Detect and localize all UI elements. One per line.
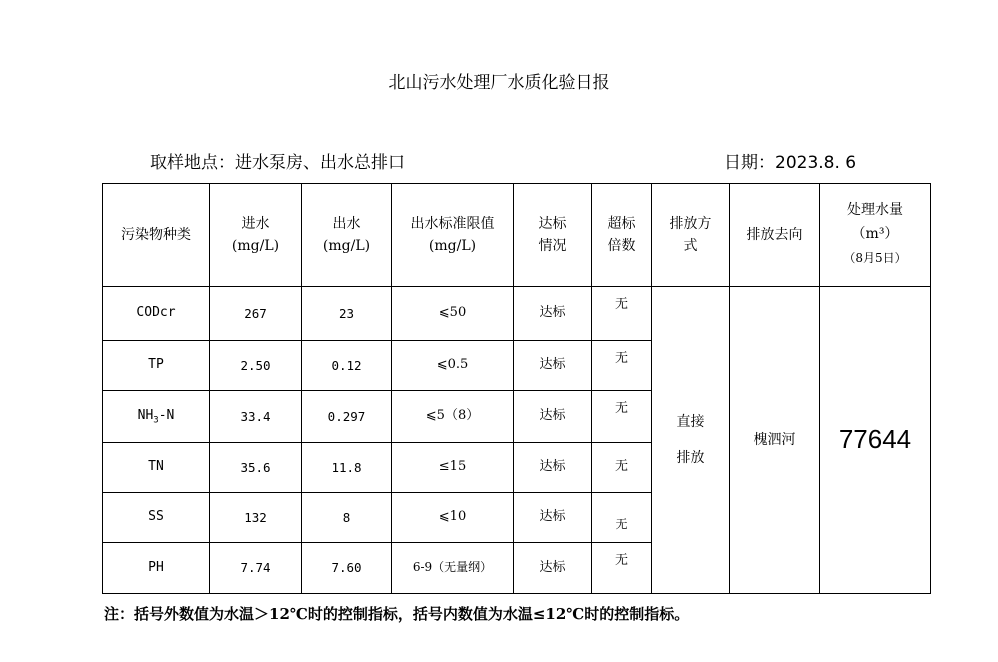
header-outflow: 出水 (mg/L) — [302, 184, 392, 287]
limit-value: ⩽50 — [392, 287, 514, 341]
outflow-value: 8 — [302, 493, 392, 543]
limit-value: ≤15 — [392, 443, 514, 493]
header-discharge-mode: 排放方式 — [652, 184, 730, 287]
pollutant-name: TP — [103, 341, 210, 391]
discharge-dest-value: 槐泗河 — [730, 287, 820, 594]
pollutant-name: TN — [103, 443, 210, 493]
exceed-value: 无 — [592, 341, 652, 391]
header-volume: 处理水量 （m³） （8月5日） — [820, 184, 931, 287]
inflow-value: 33.4 — [210, 391, 302, 443]
pollutant-name: $NH_3-N$ — [103, 391, 210, 443]
inflow-value: 35.6 — [210, 443, 302, 493]
table-header-row — [103, 184, 931, 287]
pollutant-name: SS — [103, 493, 210, 543]
sampling-location: 取样地点：进水泵房、出水总排口 — [150, 153, 405, 173]
exceed-value: 无 — [592, 493, 652, 543]
footnote: 注：括号外数值为水温＞12℃时的控制指标，括号内数值为水温≤12℃时的控制指标。 — [104, 605, 690, 623]
exceed-value: 无 — [592, 391, 652, 443]
exceed-value: 无 — [592, 543, 652, 594]
inflow-value: 132 — [210, 493, 302, 543]
table-row — [103, 287, 931, 341]
inflow-value: 267 — [210, 287, 302, 341]
inflow-value: 7.74 — [210, 543, 302, 594]
outflow-value: 7.60 — [302, 543, 392, 594]
outflow-value: 23 — [302, 287, 392, 341]
limit-value: ⩽0.5 — [392, 341, 514, 391]
header-exceed: 超标倍数 — [592, 184, 652, 287]
volume-value: 77644 — [820, 287, 931, 594]
exceed-value: 无 — [592, 287, 652, 341]
status-value: 达标 — [514, 543, 592, 594]
report-title: 北山污水处理厂水质化验日报 — [388, 73, 610, 93]
header-limit: 出水标准限值 (mg/L) — [392, 184, 514, 287]
outflow-value: 0.297 — [302, 391, 392, 443]
limit-value: ⩽5（8） — [392, 391, 514, 443]
limit-value: ⩽10 — [392, 493, 514, 543]
status-value: 达标 — [514, 493, 592, 543]
header-status: 达标情况 — [514, 184, 592, 287]
header-discharge-dest: 排放去向 — [730, 184, 820, 287]
header-pollutant: 污染物种类 — [103, 184, 210, 287]
pollutant-name: CODcr — [103, 287, 210, 341]
exceed-value: 无 — [592, 443, 652, 493]
outflow-value: 0.12 — [302, 341, 392, 391]
pollutant-name: PH — [103, 543, 210, 594]
header-inflow: 进水 (mg/L) — [210, 184, 302, 287]
inflow-value: 2.50 — [210, 341, 302, 391]
status-value: 达标 — [514, 341, 592, 391]
status-value: 达标 — [514, 443, 592, 493]
water-quality-table — [102, 183, 931, 594]
outflow-value: 11.8 — [302, 443, 392, 493]
discharge-mode-value: 直接 排放 — [652, 287, 730, 594]
limit-value: 6-9（无量纲） — [392, 543, 514, 594]
status-value: 达标 — [514, 391, 592, 443]
report-date: 日期：2023.8. 6 — [724, 153, 857, 173]
status-value: 达标 — [514, 287, 592, 341]
